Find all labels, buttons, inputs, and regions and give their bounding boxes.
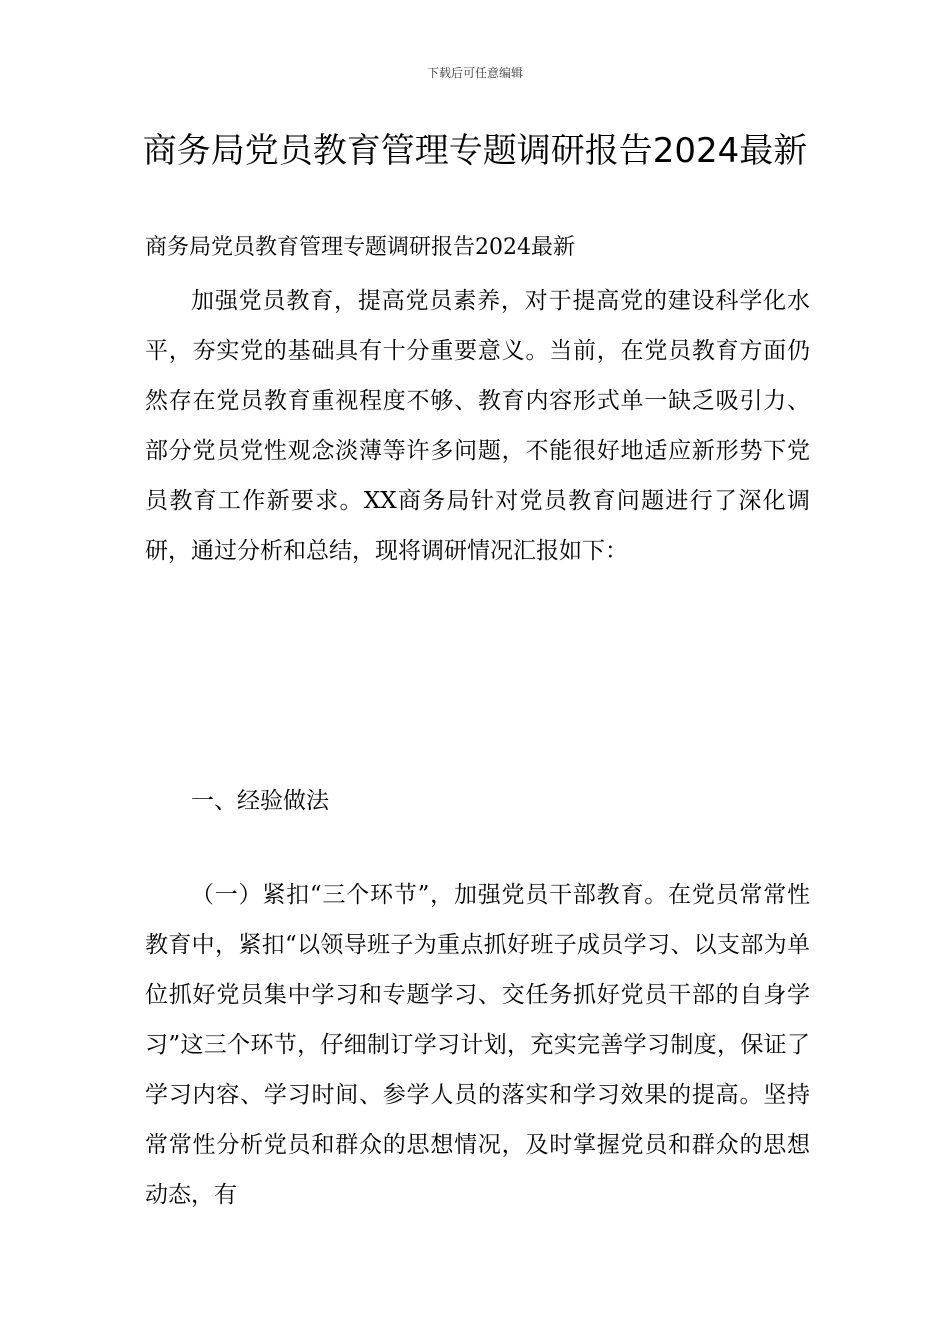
document-subtitle: 商务局党员教育管理专题调研报告2024最新 bbox=[145, 235, 575, 260]
body-paragraph: （一）紧扣“三个环节”，加强党员干部教育。在党员常常性教育中，紧扣“以领导班子为重点抓好班子成员学习、以支部为单位抓好党员集中学习和专题学习、交任务抓好党员干部的自身学习”这三个环节，仔细制订学习计划，充实完善学习制度，保证了学习内容、学习时间、参学人员的落实和学习效果的提高。坚持常常性分析党员和群众的思想情况，及时掌握党员和群众的思想动态，有 bbox=[145, 882, 810, 1208]
page-header-note: 下载后可任意编辑 bbox=[426, 66, 523, 80]
intro-paragraph: 加强党员教育，提高党员素养，对于提高党的建设科学化水平，夯实党的基础具有十分重要意义。当前，在党员教育方面仍然存在党员教育重视程度不够、教育内容形式单一缺乏吸引力、部分党员党性观念淡薄等许多问题，不能很好地适应新形势下党员教育工作新要求。XX商务局针对党员教育问题进行了深化调研，通过分析和总结，现将调研情况汇报如下： bbox=[145, 288, 810, 564]
section-heading: 一、经验做法 bbox=[191, 788, 329, 814]
document-title: 商务局党员教育管理专题调研报告2024最新 bbox=[142, 131, 808, 171]
